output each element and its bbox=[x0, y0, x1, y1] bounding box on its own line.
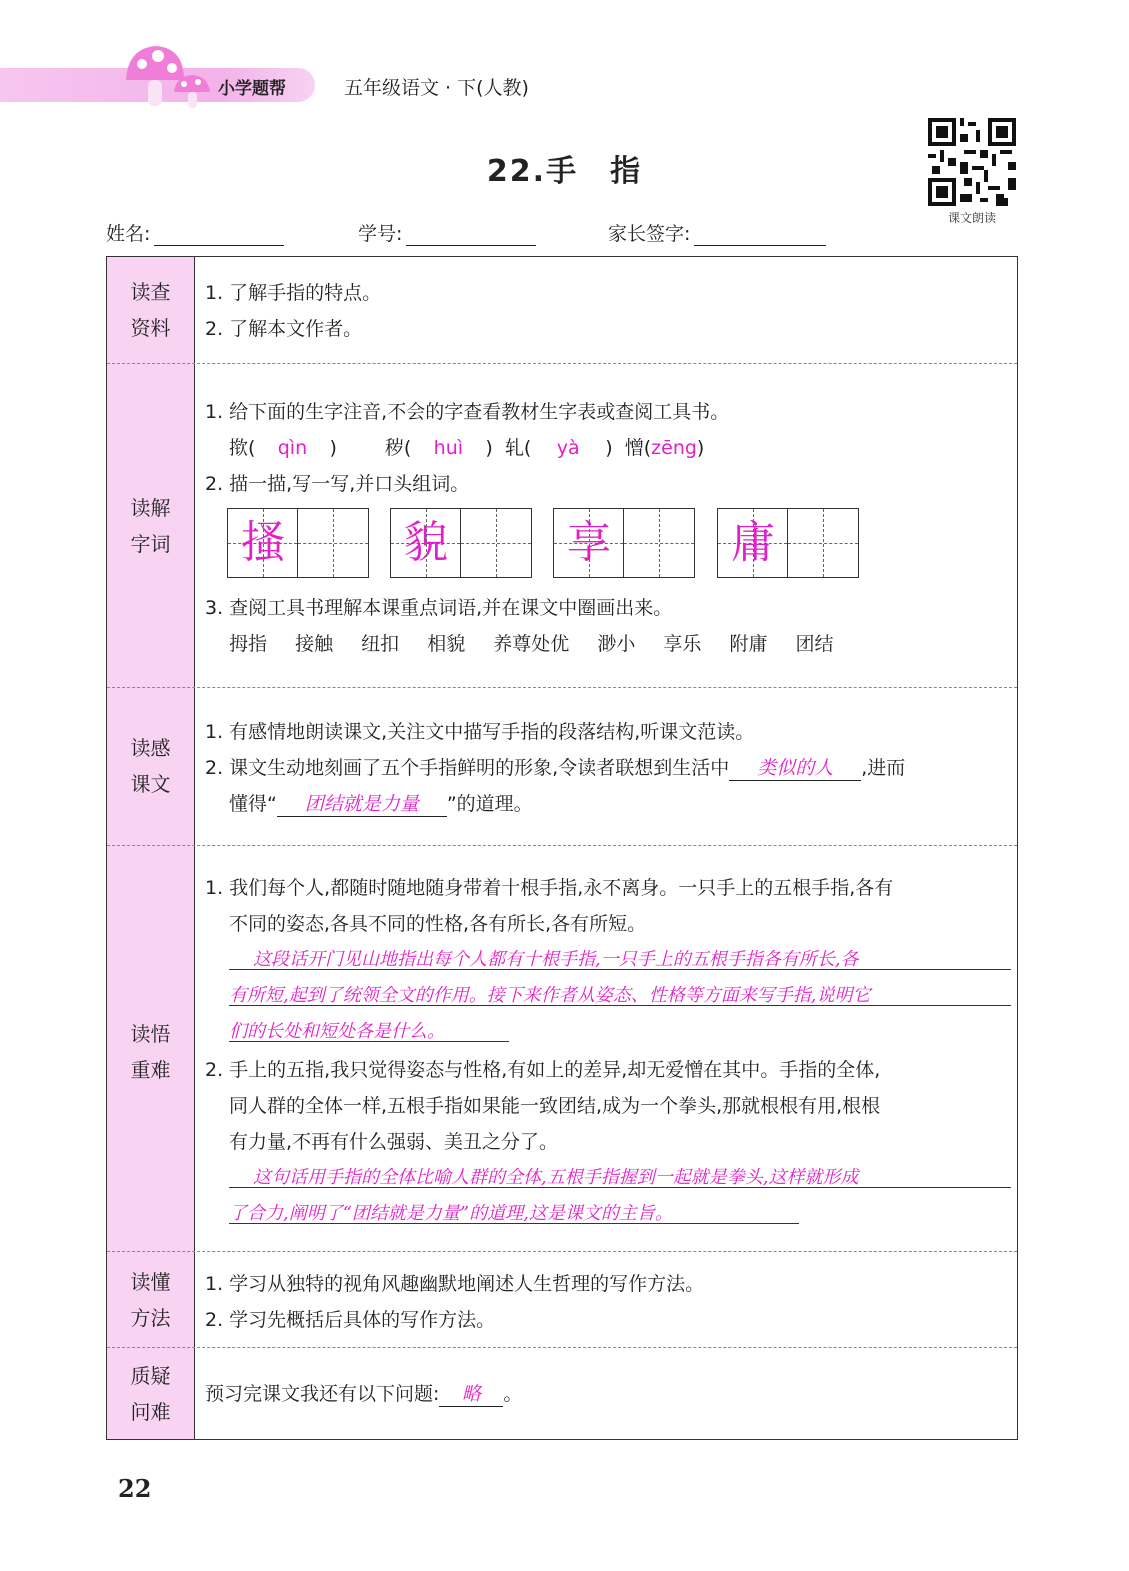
name-label: 姓名: bbox=[106, 223, 151, 245]
word-item: 养尊处优 bbox=[493, 633, 570, 655]
word-item: 渺小 bbox=[597, 633, 636, 655]
section-label: 读解 字词 bbox=[130, 496, 171, 556]
section-label: 读查 资料 bbox=[130, 280, 171, 340]
writing-grid[interactable] bbox=[227, 508, 369, 578]
list-item: 1. 了解手指的特点。 bbox=[205, 282, 382, 304]
section-feel-text bbox=[107, 687, 1017, 846]
list-item: 2. 了解本文作者。 bbox=[205, 318, 363, 340]
book-subject: 五年级语文 · 下(人教) bbox=[344, 77, 529, 99]
mushroom-logo-icon bbox=[118, 40, 216, 112]
section-label: 读懂 方法 bbox=[130, 1270, 171, 1330]
word-list bbox=[229, 626, 834, 662]
name-field[interactable] bbox=[106, 219, 284, 246]
parent-signature-label: 家长签字: bbox=[608, 223, 691, 245]
trace-character: 庸 bbox=[731, 517, 775, 568]
answer-blank[interactable]: 团结就是力量 bbox=[277, 792, 447, 817]
list-item: 2. 学习先概括后具体的写作方法。 bbox=[205, 1309, 496, 1331]
name-blank[interactable] bbox=[154, 225, 284, 246]
trace-character: 貌 bbox=[404, 517, 448, 568]
pinyin-item[interactable]: 秽( huì ) bbox=[384, 437, 493, 459]
word-item: 附庸 bbox=[729, 633, 768, 655]
worksheet-table bbox=[106, 256, 1018, 1440]
trace-character: 搔 bbox=[241, 517, 285, 568]
word-item: 相貌 bbox=[427, 633, 466, 655]
section-read-materials bbox=[107, 257, 1017, 363]
trace-character: 享 bbox=[567, 517, 611, 568]
writing-grid[interactable] bbox=[390, 508, 532, 578]
pinyin-item[interactable]: 揿( qìn ) bbox=[229, 437, 337, 459]
qr-code-icon[interactable] bbox=[928, 118, 1016, 206]
parent-signature-blank[interactable] bbox=[694, 225, 826, 246]
question-2: 2. 描一描,写一写,并口头组词。 bbox=[205, 473, 470, 495]
qr-caption: 课文朗读 bbox=[947, 211, 996, 225]
pinyin-row bbox=[229, 430, 704, 466]
pinyin-item[interactable]: 轧( yà ) bbox=[504, 437, 613, 459]
word-item: 团结 bbox=[795, 633, 834, 655]
pinyin-item[interactable]: 憎(zēng) bbox=[624, 437, 705, 459]
section-methods bbox=[107, 1251, 1017, 1348]
word-item: 享乐 bbox=[663, 633, 702, 655]
answer-line[interactable]: 这句话用手指的全体比喻人群的全体,五根手指握到一起就是拳头,这样就形成 bbox=[253, 1167, 859, 1188]
answer-line[interactable]: 们的长处和短处各是什么。 bbox=[229, 1021, 445, 1042]
question-3: 3. 查阅工具书理解本课重点词语,并在课文中圈画出来。 bbox=[205, 597, 673, 619]
list-item: 2. 课文生动地刻画了五个手指鲜明的形象,令读者联想到生活中 类似的人 ,进而 bbox=[205, 757, 906, 779]
section-label: 读感 课文 bbox=[130, 736, 171, 796]
word-item: 拇指 bbox=[229, 633, 268, 655]
section-questions bbox=[107, 1347, 1017, 1440]
answer-line[interactable]: 了合力,阐明了“团结就是力量”的道理,这是课文的主旨。 bbox=[229, 1203, 673, 1224]
section-label: 读悟 重难 bbox=[130, 1022, 171, 1082]
page-number: 22 bbox=[118, 1474, 152, 1503]
word-item: 纽扣 bbox=[361, 633, 400, 655]
answer-line[interactable]: 有所短,起到了统领全文的作用。接下来作者从姿态、性格等方面来写手指,说明它 bbox=[229, 985, 871, 1006]
parent-signature-field[interactable] bbox=[608, 219, 826, 246]
section-label: 质疑 问难 bbox=[130, 1364, 171, 1424]
passage-line: 同人群的全体一样,五根手指如果能一致团结,成为一个拳头,那就根根有用,根根 bbox=[229, 1095, 881, 1117]
section-words bbox=[107, 363, 1017, 688]
student-id-field[interactable] bbox=[358, 219, 536, 246]
page-title: 22.手 指 bbox=[486, 154, 643, 189]
passage-line: 1. 我们每个人,都随时随地随身带着十根手指,永不离身。一只手上的五根手指,各有 bbox=[205, 877, 894, 899]
word-item: 接触 bbox=[295, 633, 334, 655]
passage-line: 有力量,不再有什么强弱、美丑之分了。 bbox=[229, 1131, 559, 1153]
list-item-cont: 懂得“ 团结就是力量 ”的道理。 bbox=[229, 793, 533, 815]
section-key-points bbox=[107, 845, 1017, 1252]
answer-line[interactable]: 这段话开门见山地指出每个人都有十根手指,一只手上的五根手指各有所长,各 bbox=[253, 949, 859, 970]
list-item: 1. 学习从独特的视角风趣幽默地阐述人生哲理的写作方法。 bbox=[205, 1273, 705, 1295]
passage-line: 2. 手上的五指,我只觉得姿态与性格,有如上的差异,却无爱憎在其中。手指的全体, bbox=[205, 1059, 881, 1081]
passage-line: 不同的姿态,各具不同的性格,各有所长,各有所短。 bbox=[229, 913, 647, 935]
answer-blank[interactable]: 类似的人 bbox=[729, 756, 861, 781]
question-1: 1. 给下面的生字注音,不会的字查看教材生字表或查阅工具书。 bbox=[205, 401, 730, 423]
writing-grid[interactable] bbox=[717, 508, 859, 578]
student-id-label: 学号: bbox=[358, 223, 403, 245]
answer-blank[interactable]: 略 bbox=[439, 1382, 503, 1407]
list-item: 1. 有感情地朗读课文,关注文中描写手指的段落结构,听课文范读。 bbox=[205, 721, 755, 743]
writing-grid[interactable] bbox=[553, 508, 695, 578]
question-line: 预习完课文我还有以下问题: 略 。 bbox=[205, 1383, 523, 1405]
brand-name: 小学题帮 bbox=[218, 79, 286, 99]
student-id-blank[interactable] bbox=[406, 225, 536, 246]
